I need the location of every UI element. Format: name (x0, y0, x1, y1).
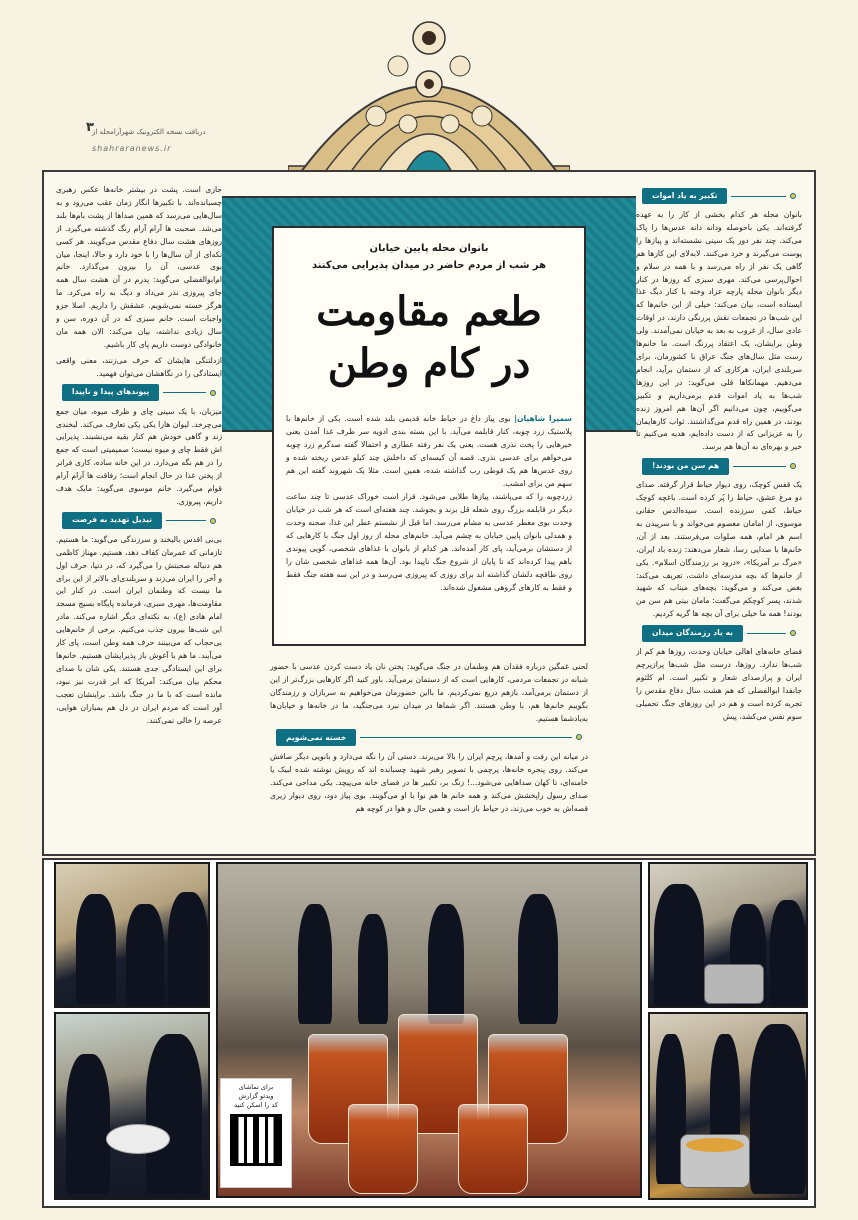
photo-cooking-pot (648, 1012, 808, 1200)
bullet-icon (790, 463, 796, 469)
qr-code-icon[interactable] (230, 1114, 282, 1166)
photo-women-cleaning-lentils (54, 862, 210, 1008)
lead-paragraph: سمیرا شاهیان| بوی پیاز داغ در حیاط خانه قدیمی بلند شده است. یکی از خانم‌ها با پلاستیک زرد چوبه، کنار قابلمه می‌آید. با این بسته بندی ادویه سر ظرف غذا آمدن یعنی خیرهایی را پخت نذری هست. یعنی یک نفر رفته عطاری و احتمالا گفته صدگرم زرد چوبه می‌خواهم برای عدسی نذری. قصه آن کیسه‌ای که داخلش چند کیلو عدس ریخته شده و روی عدس‌ها هم یک قوطی رب گذاشته شده، همین است. مثلا یک شهروند گفته این هم سهم من برای امشب. زردچوبه را که می‌پاشند، پیازها طلایی می‌شود. قرار است خوراک عدسی تا چند ساعت دیگر در قابلمه بزرگ روی شعله قل بزند و بجوشد. چند هفته‌ای است که هر شب در خیابان وحدت بوی معطر عدسی به مشام می‌رسد. اما قبل از نشستم عطر این غذا، صحنه وحدت و همدلی بانوان پایین خیابان به چشم می‌آید. خانم‌های محله از روز اول جنگ با کارهایی که از دستشان برمی‌آید، پای کار آمده‌اند. هر کدام از بانوان با غذاهای شخصی، گویی پیوندی باهم پیدا کرده‌اند که تا پایان از شروع جنگ ناپیدا بود. آن‌ها همه غذاهای شخصی شان را روی طاقچه دلشان گذاشته اند برای روزی که پیروزی می‌رسد و در این سه هفته جنگ فقط و فقط به کارهای گروهی مشغول شده‌اند. (286, 414, 572, 592)
subheading-threat: تبدیل تهدید به فرصت (62, 514, 216, 528)
paragraph: فضای خانه‌های اهالی خیابان وحدت، روزها هم کم از شب‌ها ندارد. روزها، درست مثل شب‌ها پرازپرچم ایران و پرازصدای شعار و تکبیر است. ام کلثوم جانفدا ابوالفضلی که هم هشت سال دفاع مقدس را تجربه کرده است و هم در این روزهای جنگ تحمیلی سوم نفس می‌کشد، پیش (636, 647, 802, 721)
page-number: ۳ (86, 120, 94, 135)
kicker: بانوان محله پایین خیابان هر شب از مردم حاضر در میدان پذیرایی می‌کنند (311, 243, 547, 271)
paragraph: بی‌بی اقدس بالبخند و سرزندگی می‌گوید: ما هستیم. تازمانی که عمرمان کفاف دهد، هستیم. مهناز کاظمی هم دنباله صحبتش را می‌گیرد که، در دنیا، حرف اول و آخر را ایران می‌زند و سربلندی‌ای بالاتر از این برای ما نیست که وطنمان ایران است. در کنار این مقاومت‌ها، مهری سبزی، فرمانده پایگاه بسیج مسجد امام هادی (ع)، به نکته‌ای دیگر اشاره می‌کند. مادر این شب‌ها بیرون جذب می‌کنیم. برخی از خانم‌هایی بی‌حجاب که می‌بینند حرف همه وطن است، پای کار می‌آیند. ما هم با آغوش باز پذیرایشان هستیم. خانم‌ها برای این ایستادگی جدی هستند. یکی شان با صدای محکم بیان می‌کند: آمریکا که ابر قدرت نیز نبود، مانده است که با ما در جنگ باشد. براینشان تعجب آور است که مردم ایران در دل هم بمباران هوایی، عرصه را خالی نمی‌کنند. (56, 534, 222, 725)
bullet-icon (576, 734, 582, 740)
paragraph: بانوان محله هر کدام بخشی از کار را به عهده گرفته‌اند. یکی باحوصله ودانه دانه عدس‌ها را پاک می‌کند. چند نفر دور یک سینی نشسته‌اند و پیازها را پوست می‌گیرند و خرد می‌کنند. لابه‌لای این کارها هم گاهی یک نفر از راه می‌رسد و با همه در سلام و احوال‌پرسی می‌کند. مهری سبزی که روزها در کنار دیگر بانوان محله پارچه عزاد وخته با کنار دیگ غذا ایستاده است، بیان می‌کند: خیلی از این خانم‌ها که این شب‌ها در تجمعات نقش پررنگی دارند، در اوقات عادی سال، از غروب به بعد به خیابان نمی‌آمدند. ولی وطن برایشان، یک اعتقاد پررنگ است. ما خانم‌ها رست مثل سال‌های جنگ عراق با کشورمان، برای سربلندی ایران، هرکاری که از دستمان برآید، انجام می‌دهیم. مهمانکاها قلی می‌گوید: در این روزها شب‌ها به یاد اموات قدم برمی‌داریم و تکبیر می‌گوییم، چون می‌دانیم اگر آن‌ها هم امروز زنده بودند، در همین راه قدم می‌گذاشتند. ثواب کارهایمان را به عزیزانی که از دست داده‌ایم، هدیه می‌کنیم تا خیر و بهره‌ای به آن‌ها هم برسد. (636, 210, 802, 452)
middle-lower-column (270, 660, 588, 815)
photo-strip (42, 858, 816, 1208)
bullet-icon (210, 390, 216, 396)
headline-card (272, 226, 586, 646)
subheading-takbir: تکبیر به یاد اموات (642, 189, 796, 203)
paragraph: جاری است. پشت در بیشتر خانه‌ها عکس رهبری چسبانده‌اند. با تکبیرها انگار زمان عقب می‌رود و به سال‌هایی می‌رسد که همین صداها از پشت بام‌ها بلند می‌شد. صحبت ها آرام آرام رنگ گذشته می‌گیرد. از روزهای هشت سال دفاع مقدس می‌گویند. هر کسی تکه‌ای از آن سال‌ها را با خود دارد و حالا، اینجا، میان بوی عدسی، آن را بیرون می‌گذارد. خانم ام‌ابوالفضلی می‌گوید: پدرم در آن هشت سال همه جای پیروزی نذر می‌داد و دیگ به راه می‌کرد. ما هرگز خسته نمی‌شویم. عشقش را داریم. اصلا جزو واجبات است. خانم سبزی که در آن دوره، سن و سال زیادی نداشته، بیان می‌کند: الان همه مان خانوادگی دوست داریم پای کار باشیم. (56, 185, 222, 349)
right-column (636, 184, 802, 854)
qr-code-block[interactable]: برای تماشای ویدئو گزارش کد را اسکن کنید (220, 1078, 292, 1188)
photo-stirring-pot (648, 862, 808, 1008)
subheading-bonds: پیوندهای پیدا و ناپیدا (62, 386, 216, 400)
headline: طعم مقاومت در کام وطن (316, 288, 542, 387)
subheading-tireless: خسته نمی‌شویم (276, 730, 582, 744)
paragraph: در میانه این رفت و آمدها، پرچم ایران را بالا می‌برند. دستی آن را نگه می‌دارد و بانویی دیگر صافش می‌کند. روی پنجره خانه‌ها، پرچمی با تصویر رهبر شهید چسبانده اند که رویش نوشته شده لبیک یا خامنه‌ای، تا کهان صداهایی می‌شود...! زنگ بر، تکبیر ها در فضای خانه می‌پیچد. یکی مداحی می‌کند. صدای رسول راپخشش می‌کند و همه خانم ها هم نوا با او می‌گویند. بوی پیاز دود، روی دیوار زیری قصه‌اش به خوب می‌زند، در حیاط باز است و همین حال و هوا در کوچه هم (270, 752, 588, 813)
paragraph: لحنی غمگین درباره فقدان هم وطنمان در جنگ می‌گوید: پختن نان یاد دست کردن عدسی با حضور شیانه در تجمعات مردمی، کارهایی است که از دستمان برمی‌آید. باور کنید اگر کارهایی بزرگ‌تر از این از دستمان برمی‌آمد، بازهم دریغ نمی‌کردیم. ما بااین حضورمان می‌خواهیم به سربازان و رزمندگان بگوییم خانم‌ها هم، با وطن هستند. اگر شماها در میدان نبرد می‌جنگید، ما در خانه‌ها و خیابان‌ها به‌یادشما هستیم. (270, 662, 588, 723)
bullet-icon (210, 518, 216, 524)
subheading-fighters: به یاد رزمندگان میدان (642, 626, 796, 640)
left-column (56, 184, 222, 854)
bullet-icon (790, 630, 796, 636)
bullet-icon (790, 193, 796, 199)
author-name: سمیرا شاهیان| (514, 414, 572, 423)
paragraph: ازدلتنگی هایشان که حرف می‌زنند، معنی واقعی ایستادگی را در نگاهشان می‌توان فهمید. (56, 355, 222, 378)
paragraph: یک قفس کوچک، روی دیوار حیاط قرار گرفته. صدای دو مرغ عشق، حیاط را پُر کرده است. باغچه کوچک حیاط، کمی سرزنده است. سیده‌الدس حقانی موسوی، از امامان معصوم می‌خواند و با سرپیدن به اسم هر امام، همه صلوات می‌فرستند. بعد از آن، خانم‌ها با صدایی رسا، شعار می‌دهند: زنده باد ایران، «مرگ بر آمریکا»، «درود بر رزمندگان اسلام». یکی از خانم‌ها که بچه مدرسه‌ای داشت، تعریف می‌کند: بغض می‌کند و می‌گوید: بچه‌های میناب که شهید شدند، پسر کوچکم می‌گفت: مامان بینی هم سن من بودند! همه ما خیلی برای آن بچه ها گریه کردیم. (636, 480, 802, 619)
paragraph: میزبان، با یک سینی چای و ظرف میوه، میان جمع می‌چرخد. لیوان هارا یکی یکی تعارف می‌کند. لبخندی زند و گاهی خودش هم کنار بقیه می‌نشیند. پذیرایی اش فقط چای و میوه نیست؛ صمیمیتی است که جمع را در هم نگه می‌دارد. در این خانه ساده، کاری فراتر از پختن غذا در حال انجام است؛ رفاقت ها آرام آرام قوام می‌گیرد. خانم موسوی می‌گوید: مایک هدف داریم، پیروزی. (56, 406, 222, 506)
photo-bowl-of-lentils (54, 1012, 210, 1200)
header-meta: دریافت نسخه الکترونیک شهرآرامحله از (92, 128, 206, 136)
dome-ornament (288, 6, 570, 196)
header-site[interactable]: shahraranews.ir (92, 144, 172, 153)
subheading-same-age: هم سن من بودند! (642, 459, 796, 473)
